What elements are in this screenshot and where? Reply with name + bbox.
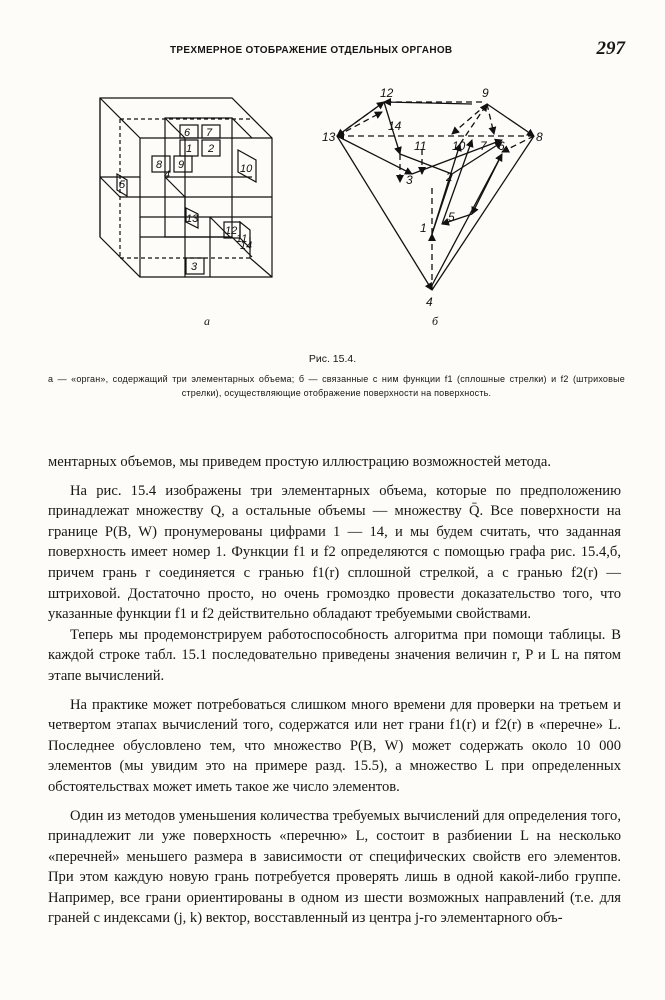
cube-label-6: 6 (184, 127, 191, 139)
cube-label-8: 8 (156, 159, 163, 171)
cube-label-14: 14 (240, 240, 253, 252)
graph-node-1: 1 (420, 221, 427, 235)
page-header (60, 38, 633, 64)
graph-node-4: 4 (426, 295, 433, 309)
graph-node-3: 3 (406, 173, 413, 187)
paragraph-2: На рис. 15.4 изображены три элементарных объема, которые по предположению принадлежат множеству Q, а остальные объемы — множеству Q̄. Все поверхности на границе P(B, W) пронумерованы цифрами 1 — 14, и мы будем считать, что заданная поверхность имеет номер 1. Функции f1 и f2 определяются с помощью графа рис. 15.4,б, причем грань r соединяется с гранью f1(r) сплошной стрелкой, а с гранью f2(r) — штриховой. Достаточно просто, но очень громоздко провести доказательство того, что указанные функции f1 и f2 действительно обладают требуемыми свойствами. (48, 482, 621, 623)
paragraph-4: На практике может потребоваться слишком много времени для проверки на третьем и четвертом этапах вычислений того, содержатся или нет грани f1(r) и f2(r) в «перечне» L. Последнее обусловлено тем, что множество P(B, W) может содержать около 10 000 элементов (мы увидим это на примере разд. 15.5), а множество L при определенных обстоятельствах может иметь такое же число элементов. (48, 696, 621, 795)
subfigure-a-label: а (204, 314, 210, 328)
graph-node-9: 9 (482, 86, 489, 100)
graph-node-10: 10 (452, 139, 466, 153)
figure-15-4 (60, 82, 620, 382)
graph-diagram (322, 84, 582, 309)
cube-label-3: 3 (191, 261, 198, 273)
graph-node-6: 6 (498, 139, 505, 153)
paragraph-5: Один из методов уменьшения количества требуемых вычислений для определения того, принадлежит ли уже поверхность «перечню» L, состоит в разбиении L на несколько «перечней» меньшего размера в зависимости от специфических свойств его элементов. При этом каждую новую грань потребуется проверять лишь в одной какой-либо группе. Например, все грани ориентированы в одном из шести возможных направлений (т.е. для граней с индексами (j, k) вектор, восставленный из центра j-го элементарного объ- (48, 807, 621, 927)
graph-node-13: 13 (322, 130, 336, 144)
cube-label-13: 13 (186, 213, 199, 225)
graph-node-11: 11 (414, 139, 427, 153)
cube-label-7: 7 (206, 127, 213, 139)
figure-caption: а — «орган», содержащий три элементарных объема; б — связанные с ним функции f1 (сплошные стрелки) и f2 (штриховые стрелки), осуществляющие отображение поверхности на поверхность. (48, 374, 625, 398)
subfigure-b-label: б (432, 314, 439, 328)
page-number: 297 (596, 38, 625, 59)
paragraph-3: Теперь мы продемонстрируем работоспособность алгоритма при помощи таблицы. В каждой строке табл. 15.1 последовательно приведены значения величин r, P и L на пятом этапе вычислений. (48, 626, 621, 684)
graph-node-5: 5 (448, 210, 455, 224)
paragraph-1: ментарных объемов, мы приведем простую иллюстрацию возможностей метода. (48, 454, 552, 470)
graph-node-8: 8 (536, 130, 543, 144)
cube-diagram (90, 92, 340, 292)
cube-label-9: 9 (178, 159, 185, 171)
graph-node-14: 14 (388, 119, 402, 133)
cube-label-11: 11 (236, 233, 248, 245)
figure-caption-title: Рис. 15.4. (308, 353, 357, 365)
cube-label-2: 2 (208, 143, 215, 155)
cube-label-5: 5 (119, 179, 126, 191)
graph-node-12: 12 (380, 86, 394, 100)
cube-label-10: 10 (240, 163, 253, 175)
graph-node-2: 2 (446, 170, 453, 184)
cube-label-4: 4 (164, 169, 171, 181)
graph-node-7: 7 (480, 139, 487, 153)
running-title: ТРЕХМЕРНОЕ ОТОБРАЖЕНИЕ ОТДЕЛЬНЫХ ОРГАНОВ (170, 45, 453, 56)
body-text (48, 452, 621, 929)
cube-label-1: 1 (186, 143, 193, 155)
cube-label-12: 12 (225, 225, 238, 237)
